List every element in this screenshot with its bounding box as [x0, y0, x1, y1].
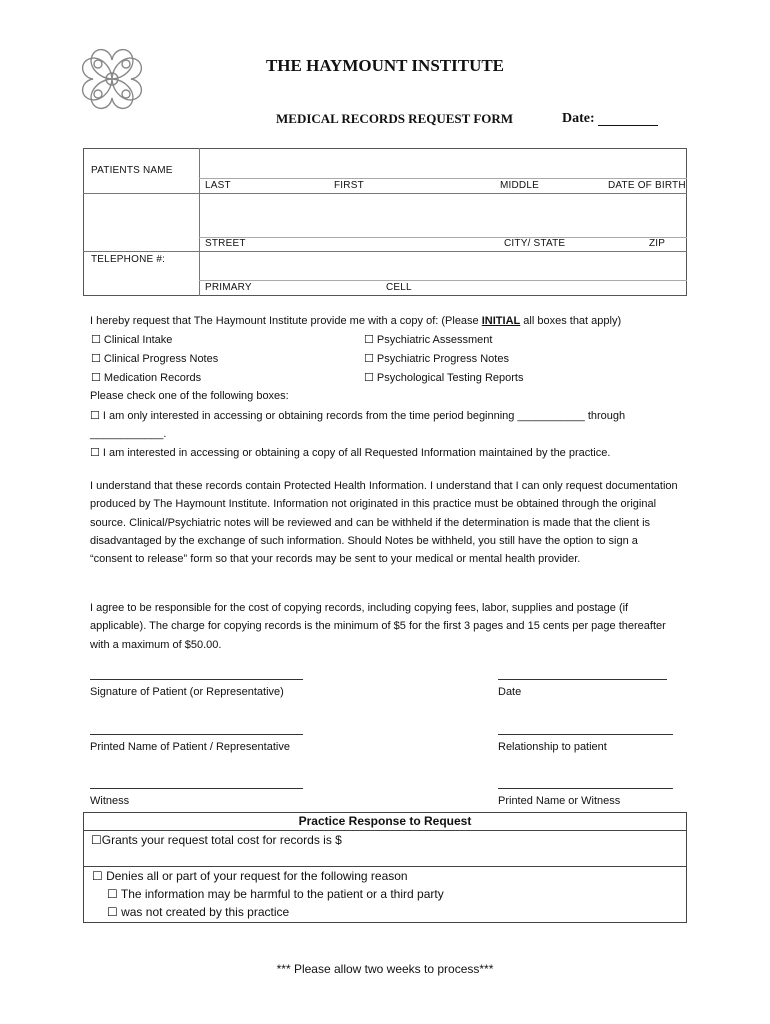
witness-label: Witness	[90, 795, 130, 807]
institute-title: THE HAYMOUNT INSTITUTE	[265, 56, 505, 75]
address-input[interactable]	[200, 194, 686, 237]
table-divider	[199, 178, 687, 179]
first-label: FIRST	[334, 180, 364, 191]
practice-response-title: Practice Response to Request	[298, 814, 472, 828]
harmful-reason-checkbox[interactable]: ☐ The information may be harmful to the patient or a third party	[107, 887, 444, 901]
form-title: MEDICAL RECORDS REQUEST FORM	[276, 111, 514, 126]
signature-label: Signature of Patient (or Representative)	[90, 686, 284, 698]
table-divider	[199, 280, 687, 281]
psychiatric-assessment-checkbox[interactable]: ☐ Psychiatric Assessment	[364, 334, 493, 346]
psychiatric-progress-notes-checkbox[interactable]: ☐ Psychiatric Progress Notes	[364, 353, 509, 365]
phi-paragraph: I understand that these records contain Protected Health Information. I understand that I can only request documentation produced by The Haymount Institute. Information not originated in this practice must be obtained through the original source. Clinical/Psychiatric notes will be reviewed and can be withheld if the determination is made that the client is disadvantaged by the exchange of such information. Should Notes be withheld, you still have the option to sign a “consent to release” form so that your records may be sent to your medical or mental health provider.	[90, 480, 678, 566]
street-label: STREET	[205, 238, 246, 249]
cell-label: CELL	[386, 282, 412, 293]
printed-witness-label: Printed Name or Witness	[498, 795, 621, 807]
clover-logo-icon	[74, 44, 150, 114]
printed-name-label: Printed Name of Patient / Representative	[90, 741, 290, 753]
dob-label: DATE OF BIRTH	[608, 180, 686, 191]
name-input[interactable]	[200, 149, 686, 178]
date-signature-field[interactable]	[498, 679, 667, 680]
time-period-end-field[interactable]: ____________.	[90, 428, 167, 440]
date-signature-label: Date	[498, 686, 522, 698]
clinical-progress-notes-checkbox[interactable]: ☐ Clinical Progress Notes	[91, 353, 219, 365]
primary-label: PRIMARY	[205, 282, 252, 293]
patients-name-label: PATIENTS NAME	[91, 165, 173, 176]
relationship-label: Relationship to patient	[498, 741, 607, 753]
check-one-instruction: Please check one of the following boxes:	[90, 390, 289, 402]
response-divider	[83, 830, 687, 831]
table-divider	[199, 237, 687, 238]
request-intro: I hereby request that The Haymount Institute provide me with a copy of: (Please INITIAL all boxes that apply)	[90, 315, 622, 327]
initial-emphasis: INITIAL	[481, 315, 521, 327]
time-period-checkbox[interactable]: ☐ I am only interested in accessing or obtaining records from the time period beginning ___________ through	[90, 410, 626, 422]
telephone-input[interactable]	[200, 252, 686, 280]
city-state-label: CITY/ STATE	[504, 238, 566, 249]
relationship-field[interactable]	[498, 734, 673, 735]
clinical-intake-checkbox[interactable]: ☐ Clinical Intake	[91, 334, 173, 346]
not-created-reason-checkbox[interactable]: ☐ was not created by this practice	[107, 905, 290, 919]
witness-field[interactable]	[90, 788, 303, 789]
last-label: LAST	[205, 180, 231, 191]
middle-label: MIDDLE	[500, 180, 539, 191]
psychological-testing-checkbox[interactable]: ☐ Psychological Testing Reports	[364, 372, 524, 384]
printed-name-field[interactable]	[90, 734, 303, 735]
date-field[interactable]	[598, 125, 658, 126]
all-records-checkbox[interactable]: ☐ I am interested in accessing or obtaining a copy of all Requested Information maintained by the practice.	[90, 447, 611, 459]
cost-paragraph: I agree to be responsible for the cost of copying records, including copying fees, labor, supplies and postage (if applicable). The charge for copying records is the minimum of $5 for the first 3 pages and 15 cents per page thereafter with a maximum of $50.00.	[90, 602, 666, 651]
date-label: Date:	[562, 111, 595, 126]
telephone-label: TELEPHONE #:	[91, 254, 166, 265]
medication-records-checkbox[interactable]: ☐ Medication Records	[91, 372, 202, 384]
denies-request-checkbox[interactable]: ☐ Denies all or part of your request for the following reason	[92, 869, 408, 883]
footer-note: *** Please allow two weeks to process***	[276, 962, 494, 976]
zip-label: ZIP	[649, 238, 666, 249]
printed-witness-field[interactable]	[498, 788, 673, 789]
response-divider	[83, 866, 687, 867]
grants-request-checkbox[interactable]: ☐Grants your request total cost for records is $	[91, 833, 342, 847]
signature-field[interactable]	[90, 679, 303, 680]
